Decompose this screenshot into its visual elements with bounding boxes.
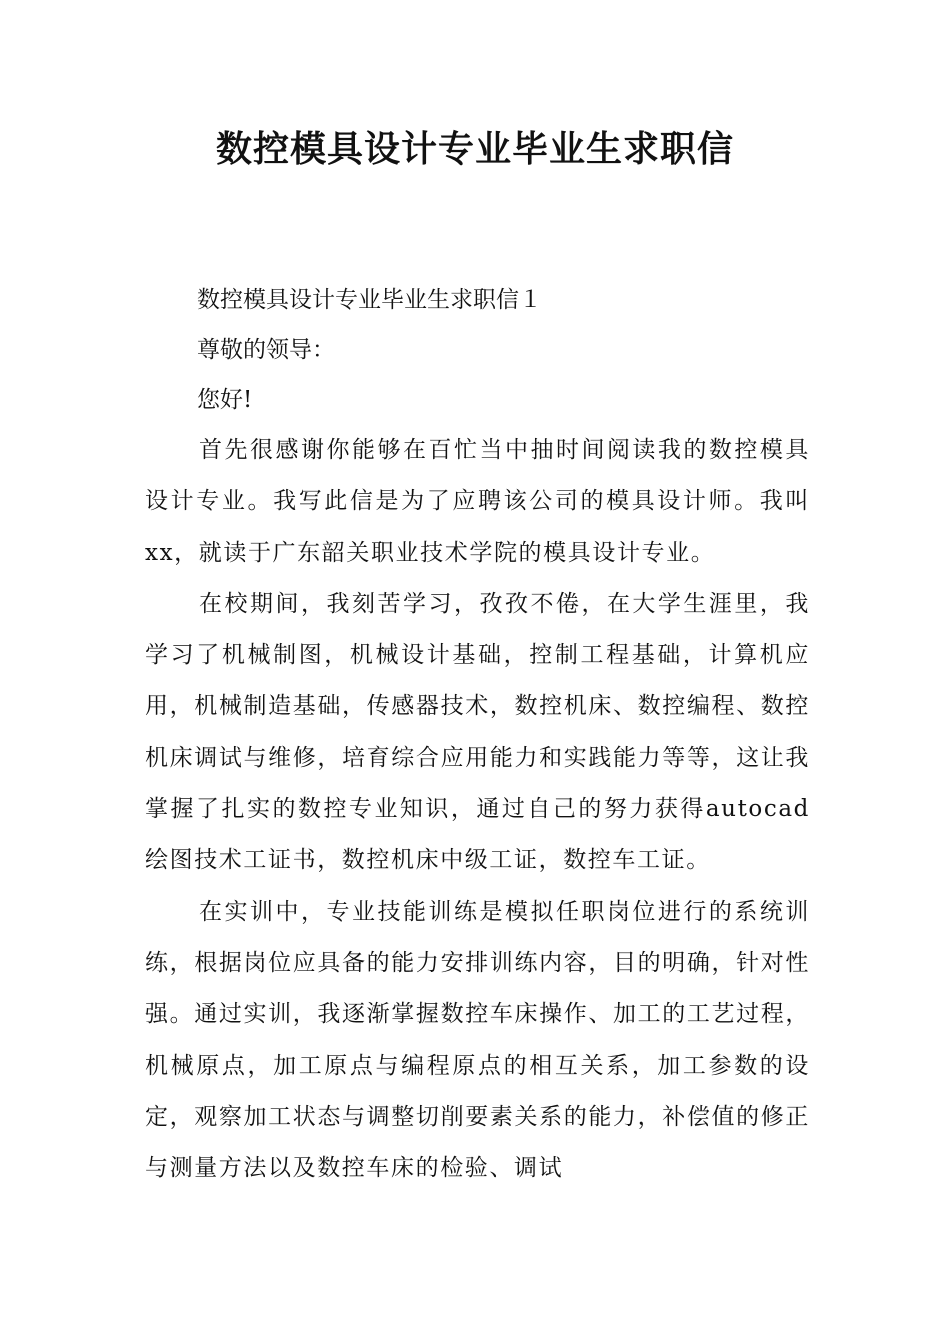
- letter-greeting: 您好!: [197, 387, 253, 413]
- paragraph-studies: 在校期间，我刻苦学习，孜孜不倦，在大学生涯里，我学习了机械制图，机械设计基础，控制工程基础，计算机应用，机械制造基础，传感器技术，数控机床、数控编程、数控机床调试与维修，培育综合应用能力和实践能力等等，这让我掌握了扎实的数控专业知识，通过自己的努力获得autocad绘图技术工证书，数控机床中级工证，数控车工证。: [145, 590, 810, 874]
- paragraph-introduction: 首先很感谢你能够在百忙当中抽时间阅读我的数控模具设计专业。我写此信是为了应聘该公司的模具设计师。我叫xx，就读于广东韶关职业技术学院的模具设计专业。: [145, 437, 810, 566]
- paragraph-training: 在实训中，专业技能训练是模拟任职岗位进行的系统训练，根据岗位应具备的能力安排训练内容，目的明确，针对性强。通过实训，我逐渐掌握数控车床操作、加工的工艺过程，机械原点，加工原点与编程原点的相互关系，加工参数的设定，观察加工状态与调整切削要素关系的能力，补偿值的修正与测量方法以及数控车床的检验、调试: [145, 898, 810, 1182]
- document-title: 数控模具设计专业毕业生求职信: [215, 129, 734, 170]
- letter-subtitle: 数控模具设计专业毕业生求职信１: [197, 287, 542, 313]
- document-body: [145, 275, 810, 1194]
- letter-salutation: 尊敬的领导：: [197, 337, 335, 363]
